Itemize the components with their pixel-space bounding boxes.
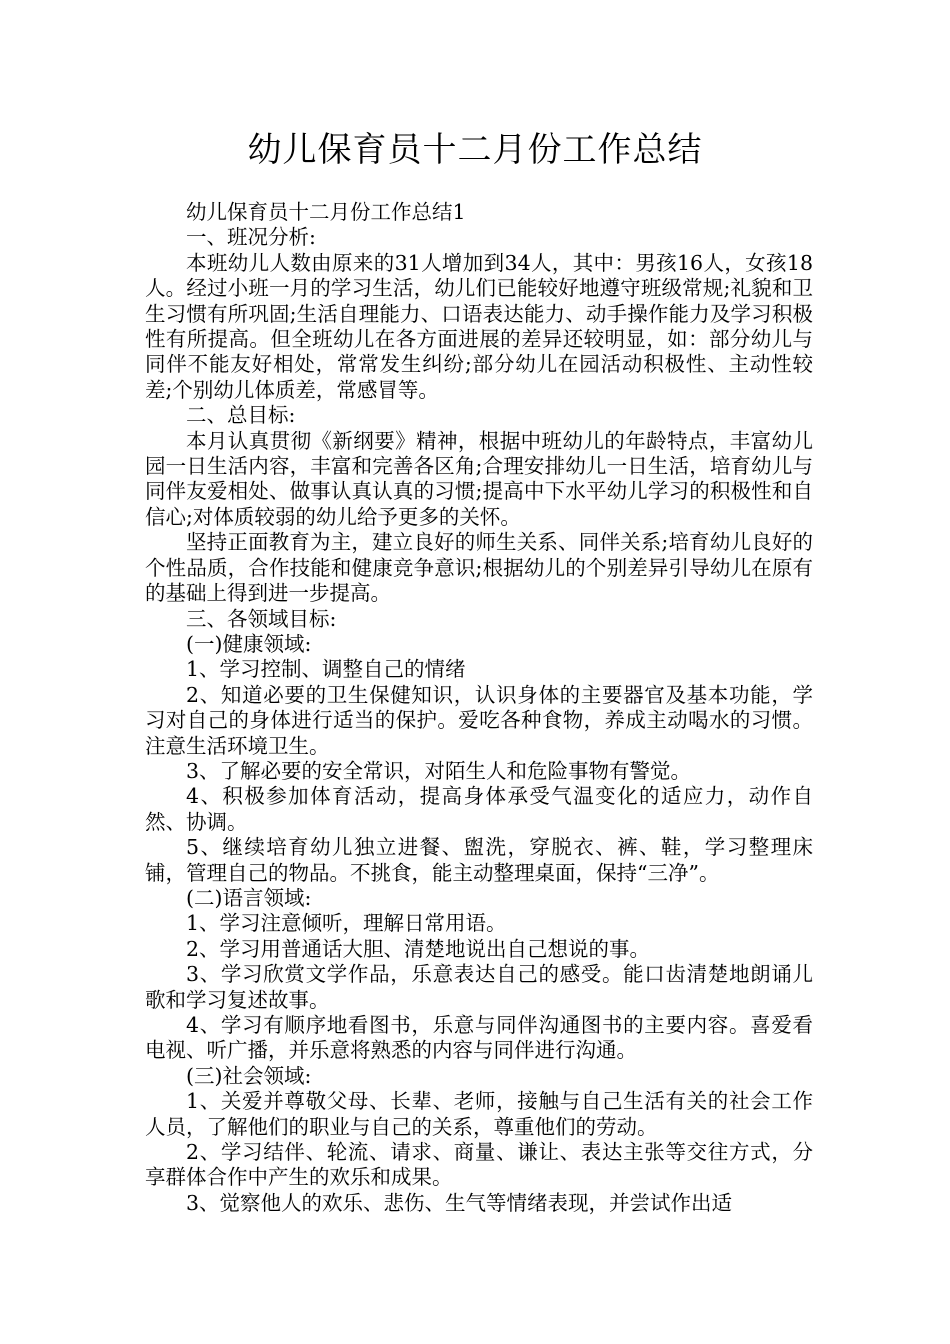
document-body [145,200,813,1216]
list-item: 4、积极参加体育活动，提高身体承受气温变化的适应力，动作自然、协调。 [145,784,813,834]
section-heading: 一、班况分析: [186,225,316,250]
document-title: 幼儿保育员十二月份工作总结 [247,130,703,170]
subsection-heading: (一)健康领域: [186,631,312,656]
list-item: 1、关爱并尊敬父母、长辈、老师，接触与自己生活有关的社会工作人员，了解他们的职业与自己的关系，尊重他们的劳动。 [145,1089,813,1139]
list-item: 2、知道必要的卫生保健知识，认识身体的主要器官及基本功能，学习对自己的身体进行适当的保护。爱吃各种食物，养成主动喝水的习惯。注意生活环境卫生。 [145,682,813,758]
paragraph: 本班幼儿人数由原来的31人增加到34人，其中：男孩16人，女孩18人。经过小班一月的学习生活，幼儿们已能较好地遵守班级常规;礼貌和卫生习惯有所巩固;生活自理能力、口语表达能力、动手操作能力及学习积极性有所提高。但全班幼儿在各方面进展的差异还较明显，如：部分幼儿与同伴不能友好相处，常常发生纠纷;部分幼儿在园活动积极性、主动性较差;个别幼儿体质差，常感冒等。 [145,250,813,402]
list-item: 1、学习控制、调整自己的情绪 [186,657,466,682]
section-heading: 二、总目标: [186,403,296,428]
list-item: 3、学习欣赏文学作品，乐意表达自己的感受。能口齿清楚地朗诵儿歌和学习复述故事。 [145,962,813,1012]
list-item: 3、了解必要的安全常识，对陌生人和危险事物有警觉。 [186,758,692,783]
list-item: 5、继续培育幼儿独立进餐、盥洗，穿脱衣、裤、鞋，学习整理床铺，管理自己的物品。不挑食，能主动整理桌面，保持“三净”。 [145,835,813,885]
list-item: 4、学习有顺序地看图书，乐意与同伴沟通图书的主要内容。喜爱看电视、听广播，并乐意将熟悉的内容与同伴进行沟通。 [145,1013,813,1063]
paragraph: 本月认真贯彻《新纲要》精神，根据中班幼儿的年龄特点，丰富幼儿园一日生活内容，丰富和完善各区角;合理安排幼儿一日生活，培育幼儿与同伴友爱相处、做事认真认真的习惯;提高中下水平幼儿学习的积极性和自信心;对体质较弱的幼儿给予更多的关怀。 [145,428,813,529]
paragraph: 坚持正面教育为主，建立良好的师生关系、同伴关系;培育幼儿良好的个性品质，合作技能和健康竞争意识;根据幼儿的个别差异引导幼儿在原有的基础上得到进一步提高。 [145,530,813,606]
subsection-heading: (三)社会领域: [186,1063,312,1088]
list-item: 1、学习注意倾听，理解日常用语。 [186,911,507,936]
section-heading: 三、各领域目标: [186,606,337,631]
list-item: 2、学习用普通话大胆、清楚地说出自己想说的事。 [186,936,651,961]
section-heading: 幼儿保育员十二月份工作总结1 [186,200,466,224]
subsection-heading: (二)语言领域: [186,885,312,910]
list-item: 3、觉察他人的欢乐、悲伤、生气等情绪表现，并尝试作出适 [186,1190,733,1215]
list-item: 2、学习结伴、轮流、请求、商量、谦让、表达主张等交往方式，分享群体合作中产生的欢乐和成果。 [145,1140,813,1190]
